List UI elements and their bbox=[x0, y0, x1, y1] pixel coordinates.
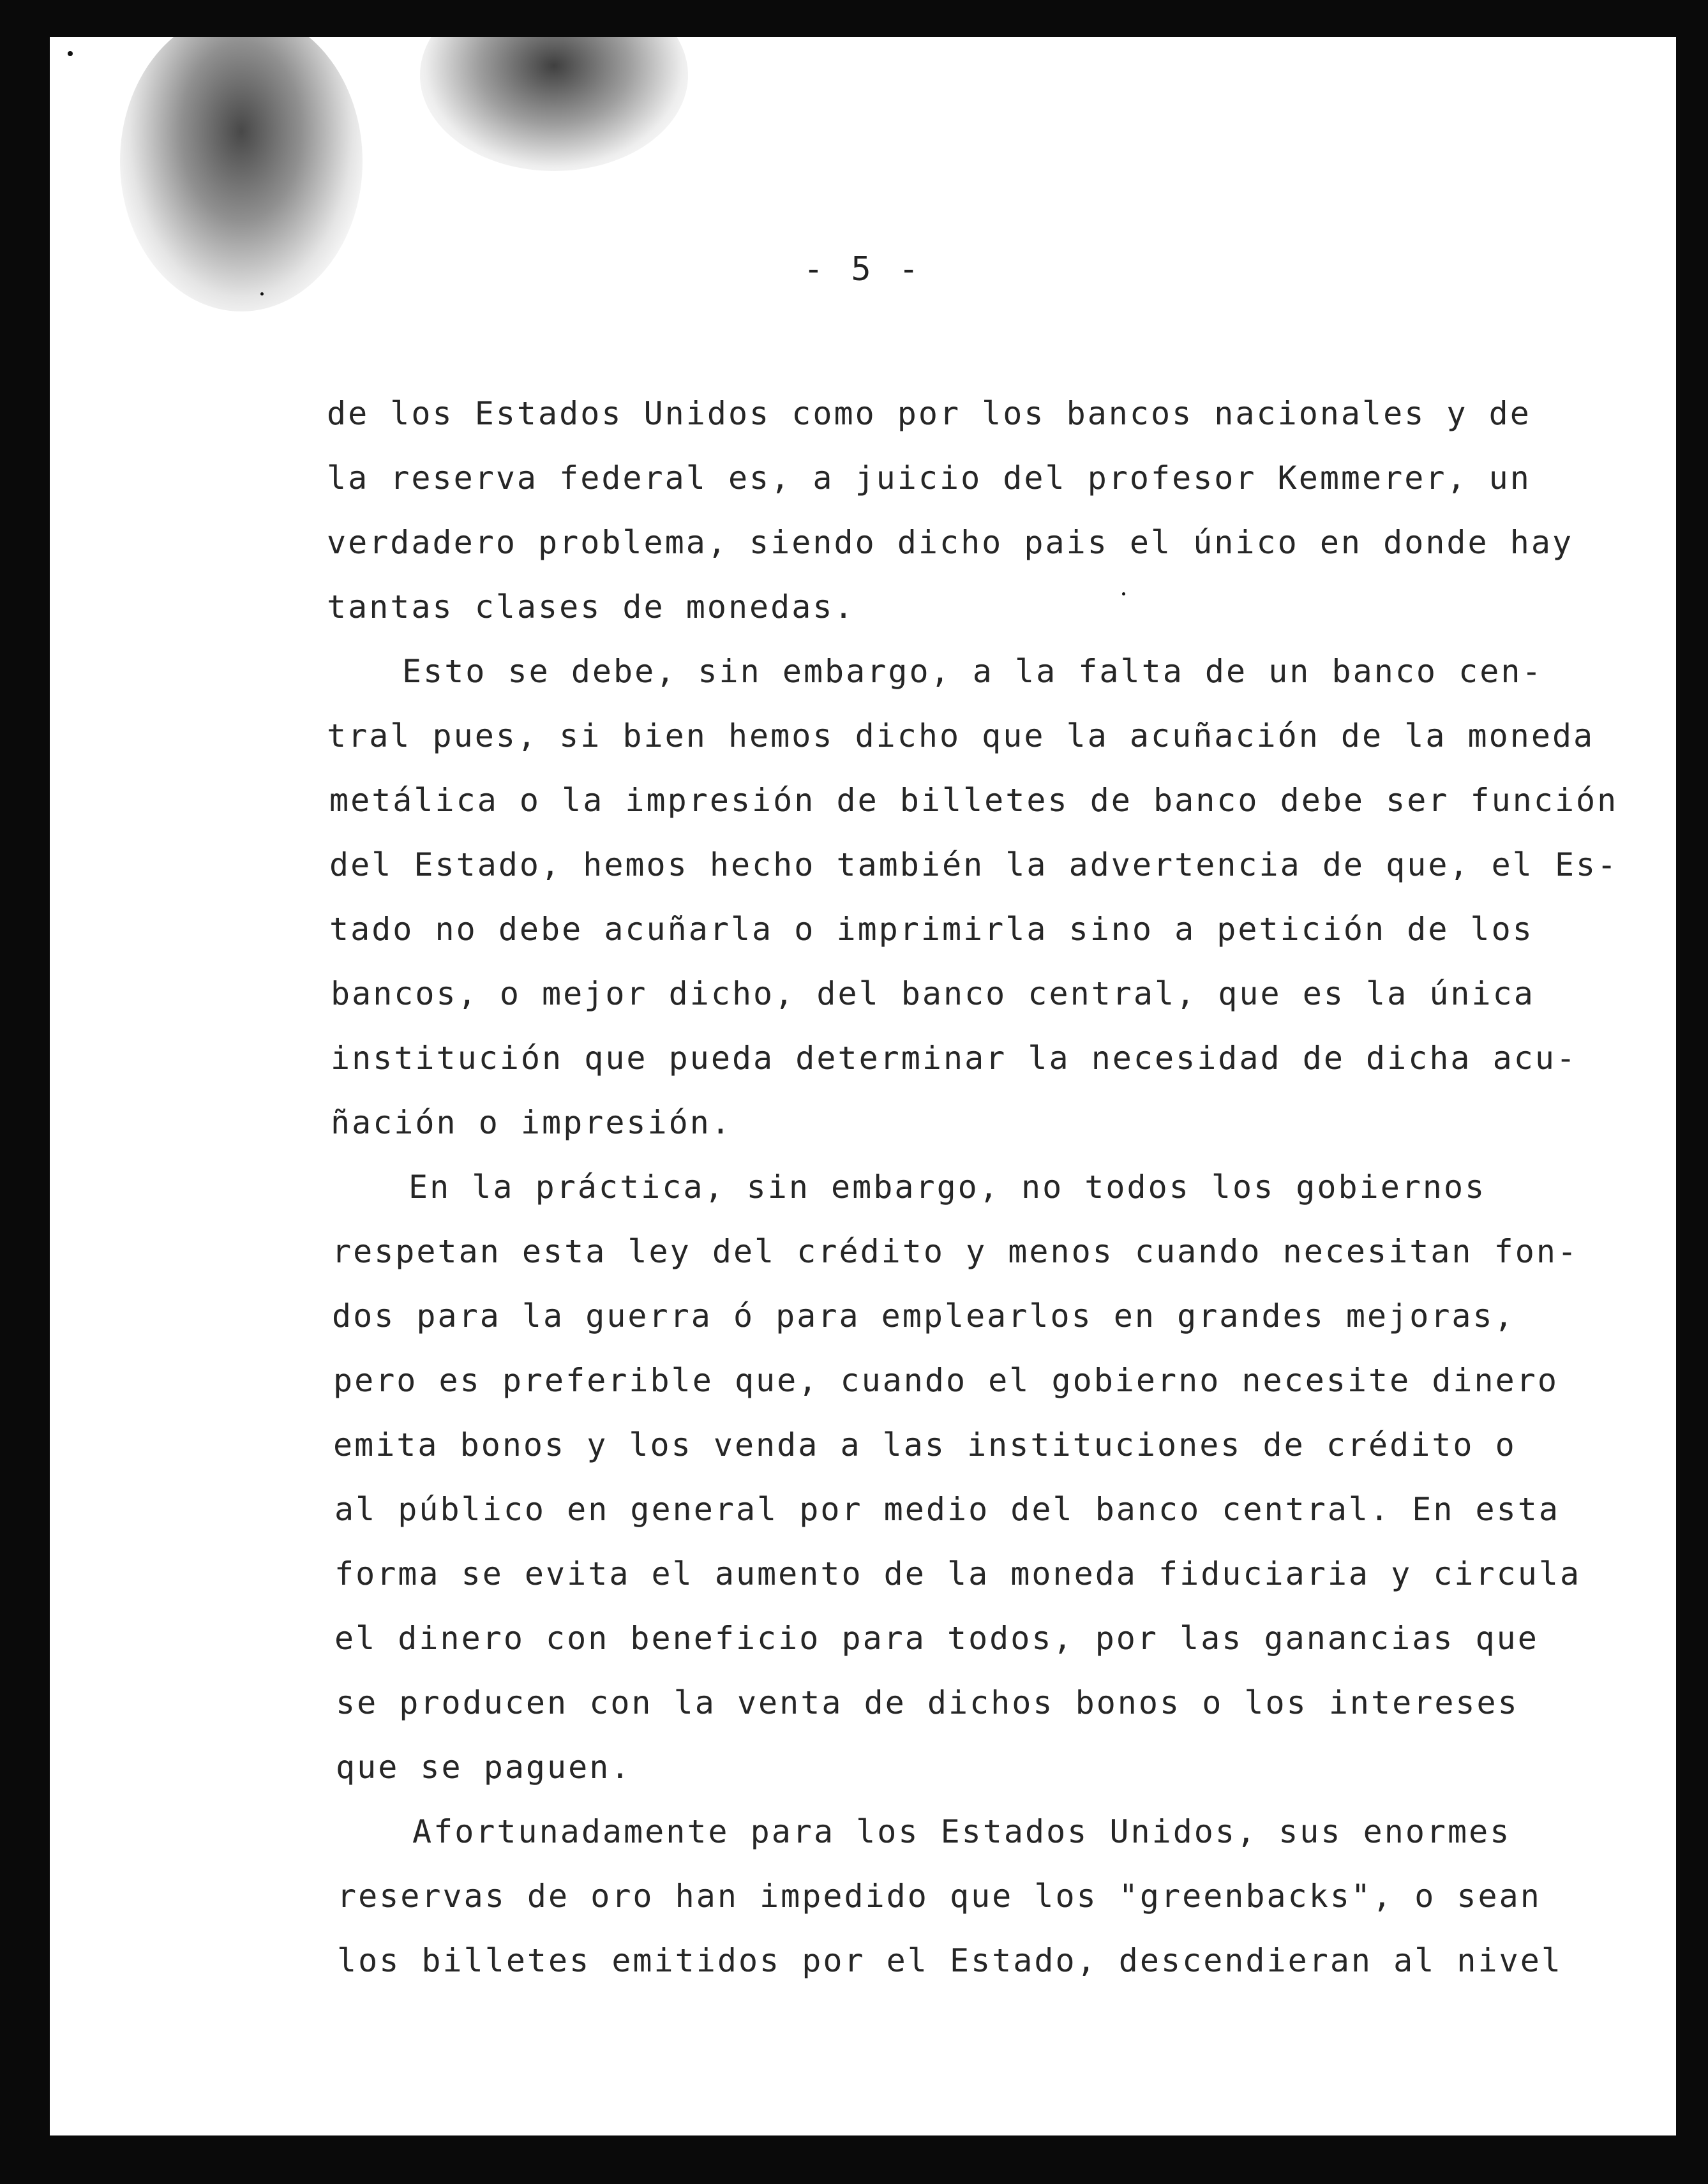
document-body bbox=[327, 382, 1619, 1993]
paragraph-first-line: Afortunadamente para los Estados Unidos, sus enormes bbox=[412, 1813, 1511, 1850]
text-line: el dinero con beneficio para todos, por las ganancias que bbox=[334, 1620, 1539, 1657]
ink-speck bbox=[68, 51, 73, 56]
text-line: los billetes emitidos por el Estado, descendieran al nivel bbox=[337, 1942, 1562, 1979]
ink-speck bbox=[260, 292, 264, 295]
text-line: institución que pueda determinar la necesidad de dicha acu- bbox=[331, 1040, 1578, 1077]
text-line: pero es preferible que, cuando el gobierno necesite dinero bbox=[333, 1362, 1559, 1399]
page-number: - 5 - bbox=[803, 250, 923, 288]
text-line: tado no debe acuñarla o imprimirla sino a petición de los bbox=[329, 911, 1534, 948]
text-line: dos para la guerra ó para emplearlos en grandes mejoras, bbox=[332, 1298, 1515, 1335]
text-line: respetan esta ley del crédito y menos cuando necesitan fon- bbox=[332, 1233, 1579, 1270]
text-line: tral pues, si bien hemos dicho que la acuñación de la moneda bbox=[327, 717, 1595, 754]
document-page bbox=[50, 37, 1676, 2135]
text-line: emita bonos y los venda a las instituciones de crédito o bbox=[333, 1426, 1517, 1463]
text-line: al público en general por medio del banco central. En esta bbox=[334, 1491, 1560, 1528]
paragraph-first-line: En la práctica, sin embargo, no todos los gobiernos bbox=[408, 1169, 1487, 1206]
text-line: que se paguen. bbox=[336, 1749, 632, 1786]
text-line: tantas clases de monedas. bbox=[327, 588, 855, 625]
text-line: forma se evita el aumento de la moneda fiduciaria y circula bbox=[334, 1555, 1582, 1592]
ink-stain bbox=[420, 37, 688, 171]
paragraph-first-line: Esto se debe, sin embargo, a la falta de un banco cen- bbox=[402, 653, 1543, 690]
text-line: reservas de oro han impedido que los "greenbacks", o sean bbox=[337, 1878, 1541, 1915]
text-line: ñación o impresión. bbox=[331, 1104, 732, 1141]
text-line: de los Estados Unidos como por los bancos nacionales y de bbox=[327, 395, 1531, 432]
text-line: metálica o la impresión de billetes de banco debe ser función bbox=[329, 782, 1619, 819]
text-line: verdadero problema, siendo dicho pais el único en donde hay bbox=[327, 524, 1574, 561]
text-line: la reserva federal es, a juicio del profesor Kemmerer, un bbox=[327, 460, 1531, 497]
text-line: se producen con la venta de dichos bonos o los intereses bbox=[336, 1684, 1519, 1721]
text-line: del Estado, hemos hecho también la advertencia de que, el Es- bbox=[329, 846, 1619, 883]
text-line: bancos, o mejor dicho, del banco central, que es la única bbox=[331, 975, 1535, 1012]
